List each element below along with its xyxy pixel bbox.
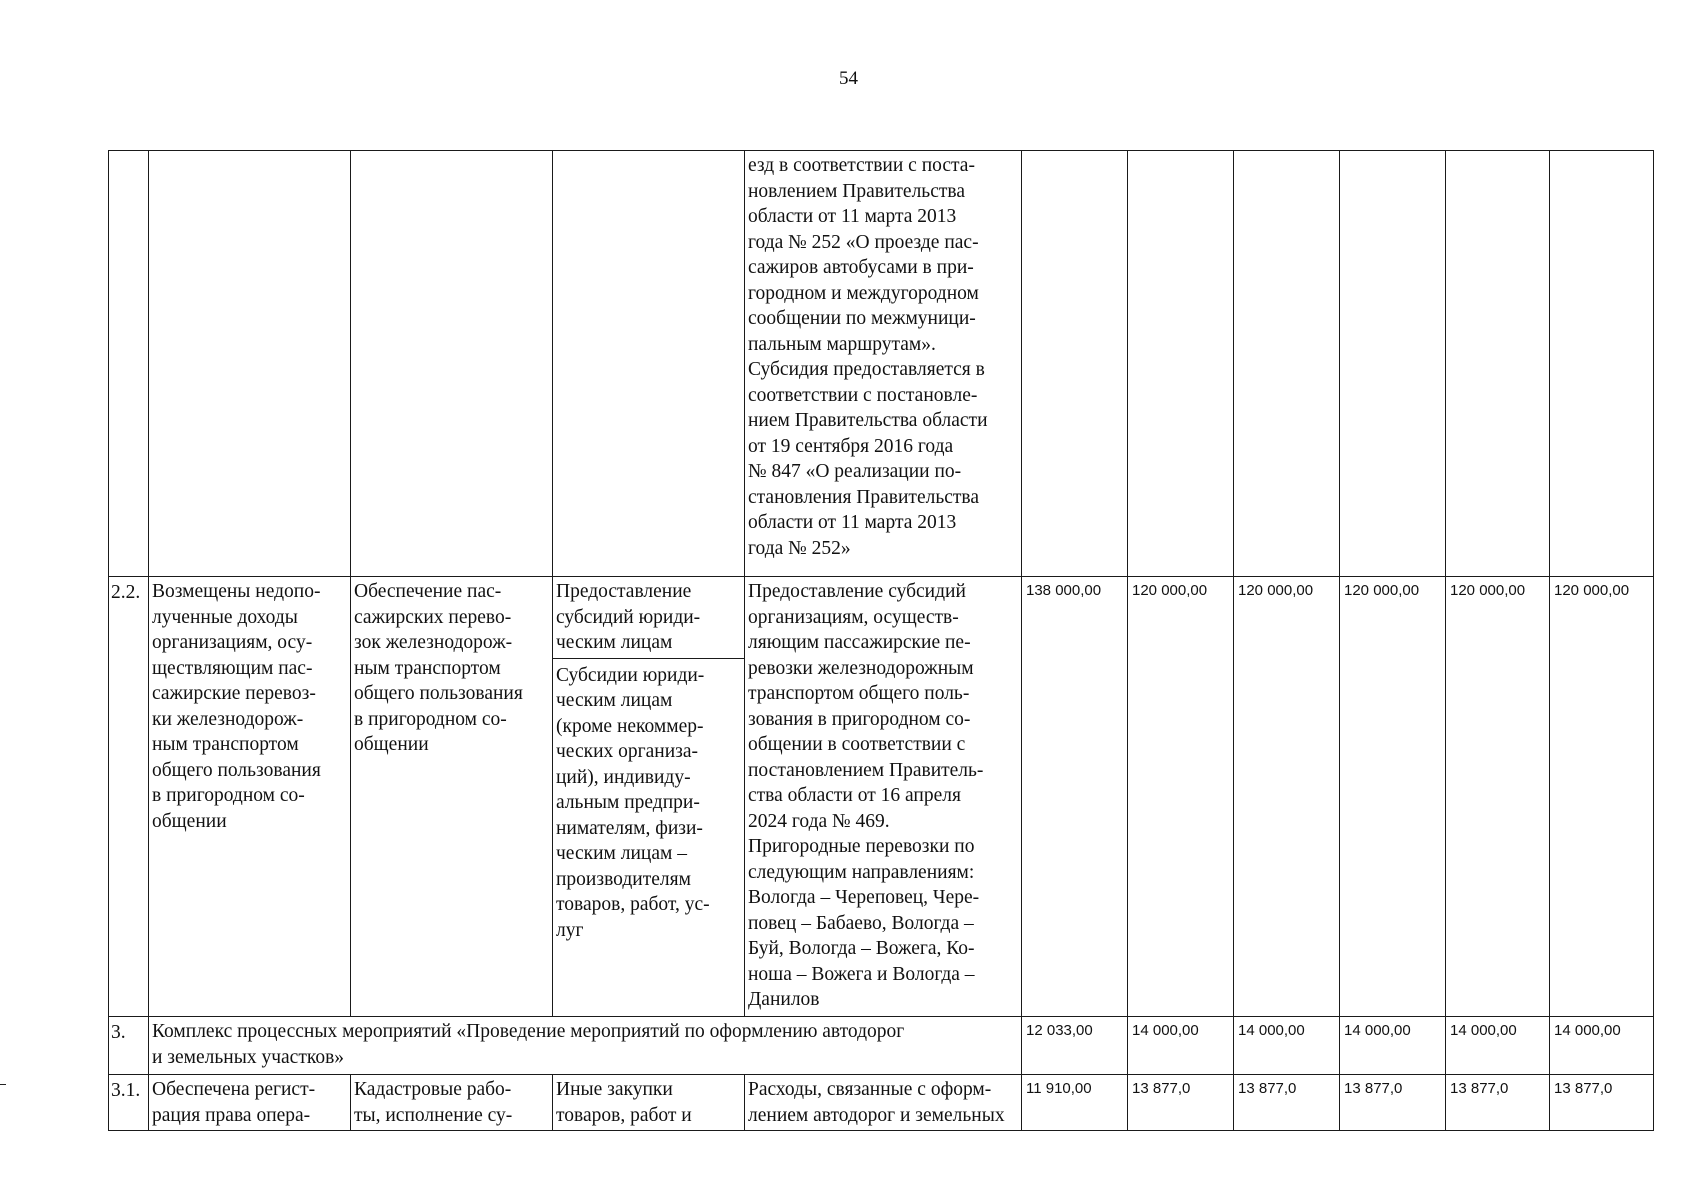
value-cell: 13 877,0 (1234, 1075, 1340, 1131)
type-cell (553, 151, 745, 577)
value-cell: 13 877,0 (1340, 1075, 1446, 1131)
value-cell: 14 000,00 (1550, 1017, 1654, 1075)
basis-cell: Предоставление субсидий организациям, осуществ- ляющим пассажирские пе- ревозки железнодорожным транспортом общего поль- зования в пригородном со- общении в соответствии с постановлением Правитель- ства области от 16 апреля 2024 года № 469. Пригородные перевозки по следующим направлениям: Вологда – Череповец, Чере- повец – Бабаево, Вологда – Буй, Вологда – Вожега, Ко- ноша – Вожега и Вологда – Данилов (745, 577, 1022, 1017)
value-cell: 13 877,0 (1128, 1075, 1234, 1131)
page-number: 54 (839, 68, 858, 89)
measure-cell: Обеспечение пас- сажирских перево- зок железнодорож- ным транспортом общего пользования в пригородном со- общении (351, 577, 553, 1017)
type-bottom-text: Субсидии юриди- ческим лицам (кроме некоммер- ческих организа- ций), индивиду- альным предпри- нимателям, физи- ческим лицам – производителям товаров, работ, ус- луг (556, 664, 710, 941)
index-cell: 2.2. (109, 577, 149, 1017)
value-cell: 13 877,0 (1550, 1075, 1654, 1131)
value-cell (1128, 151, 1234, 577)
section-title-cell: Комплекс процессных мероприятий «Проведение мероприятий по оформлению автодорог и земельных участков» (149, 1017, 1022, 1075)
table-row-3-1 (109, 1075, 1654, 1131)
value-cell: 14 000,00 (1340, 1017, 1446, 1075)
index-cell: 3.1. (109, 1075, 149, 1131)
value-cell: 120 000,00 (1128, 577, 1234, 1017)
type-top-text: Предоставление субсидий юриди- ческим лицам (553, 579, 744, 659)
value-cell: 120 000,00 (1550, 577, 1654, 1017)
measure-cell: Кадастровые рабо- ты, исполнение су- (351, 1075, 553, 1131)
value-cell: 138 000,00 (1022, 577, 1128, 1017)
budget-table (108, 150, 1654, 1131)
table-row-continuation (109, 151, 1654, 577)
value-cell (1234, 151, 1340, 577)
value-cell: 14 000,00 (1234, 1017, 1340, 1075)
value-cell (1446, 151, 1550, 577)
type-cell (553, 577, 745, 1017)
value-cell: 12 033,00 (1022, 1017, 1128, 1075)
value-cell: 120 000,00 (1446, 577, 1550, 1017)
table-row-3 (109, 1017, 1654, 1075)
value-cell (1550, 151, 1654, 577)
value-cell: 11 910,00 (1022, 1075, 1128, 1131)
value-cell: 14 000,00 (1128, 1017, 1234, 1075)
value-cell: 13 877,0 (1446, 1075, 1550, 1131)
type-cell: Иные закупки товаров, работ и (553, 1075, 745, 1131)
measure-cell (351, 151, 553, 577)
value-cell: 120 000,00 (1340, 577, 1446, 1017)
basis-cell: езд в соответствии с поста- новлением Правительства области от 11 марта 2013 года № 252 «О проезде пас- сажиров автобусами в при- городном и междугородном сообщении по межмуници- пальным маршрутам». Субсидия предоставляется в соответствии с постановле- нием Правительства области от 19 сентября 2016 года № 847 «О реализации по- становления Правительства области от 11 марта 2013 года № 252» (745, 151, 1022, 577)
result-cell: Возмещены недопо- лученные доходы организациям, осу- ществляющим пас- сажирские перевоз- ки железнодорож- ным транспортом общего пользования в пригородном со- общении (149, 577, 351, 1017)
basis-cell: Расходы, связанные с оформ- лением автодорог и земельных (745, 1075, 1022, 1131)
result-cell: Обеспечена регист- рация права опера- (149, 1075, 351, 1131)
value-cell: 120 000,00 (1234, 577, 1340, 1017)
table-row-2-2 (109, 577, 1654, 1017)
index-cell: 3. (109, 1017, 149, 1075)
value-cell (1340, 151, 1446, 577)
value-cell (1022, 151, 1128, 577)
margin-mark (0, 1084, 6, 1085)
index-cell (109, 151, 149, 577)
value-cell: 14 000,00 (1446, 1017, 1550, 1075)
result-cell (149, 151, 351, 577)
